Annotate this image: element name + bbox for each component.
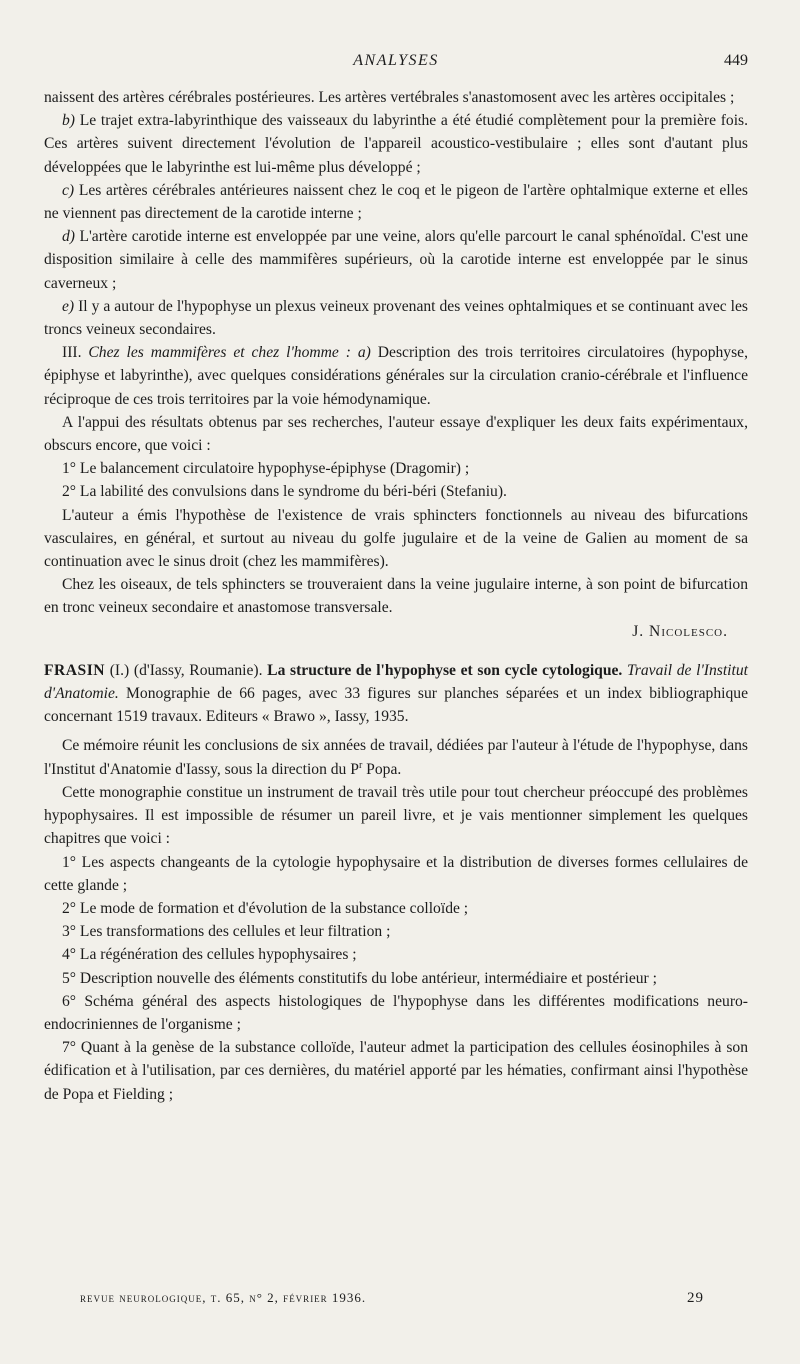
item-c-label: c) [62,181,75,199]
chapter-item-2: 2° Le mode de formation et d'évolution de la substance colloïde ; [62,899,469,917]
running-title: ANALYSES [353,52,439,69]
item-e-label: e) [62,297,75,315]
paragraph-item-c [44,179,748,225]
footer-journal: revue neurologique, t. 65, n° 2, février 1936. [80,1290,367,1305]
list-item-2: 2° La labilité des convulsions dans le syndrome du béri-béri (Stefaniu). [62,483,507,501]
paragraph-item-b [44,109,748,179]
paragraph-monograph: Cette monographie constitue un instrument de travail très utile pour tout chercheur préoccupé des problèmes hypophysaires. Il est impossible de résumer un pareil livre, et je vais mentionner simplement les quelques chapitres que voici : [44,783,748,848]
item-c-text: Les artères cérébrales antérieures naissent chez le coq et le pigeon de l'artère ophtalmique externe et elles ne viennent pas directement de la carotide interne ; [44,181,748,223]
reviewer-signature: J. Nicolesco. [632,622,728,640]
paragraph-birds: Chez les oiseaux, de tels sphincters se trouveraient dans la veine jugulaire interne, à son point de bifurcation en tronc veineux secondaire et anastomose transversale. [44,576,748,617]
chapter-item-7: 7° Quant à la genèse de la substance colloïde, l'auteur admet la participation des cellules éosinophiles à son édification et à l'utilisation, par ces dernières, du matériel apporté par les hématies, confirmant ainsi l'hypothèse de Popa et Fielding ; [44,1039,748,1103]
paragraph-item-e [44,295,748,341]
item-b-text: Le trajet extra-labyrinthique des vaisseaux du labyrinthe a été étudié complètement pour la première fois. Ces artères suivent directement l'évolution de l'appareil acoustico-vestibulaire ; elles sont d'autant plus développées que le labyrinthe est lui-même plus développé ; [44,112,748,176]
section-iii-text: Description des trois territoires circulatoires (hypophyse, épiphyse et labyrinthe), avec quelques considérations générales sur la circulation cranio-cérébrale et l'influence réciproque de ces trois territoires par la voie hémodynamique. [44,344,748,408]
entry-author: FRASIN [44,661,106,679]
paragraph-section-iii [44,341,748,411]
chapter-item-4: 4° La régénération des cellules hypophysaires ; [62,946,357,964]
list-item-1: 1° Le balancement circulatoire hypophyse-épiphyse (Dragomir) ; [62,460,470,478]
section-iii-number: III. [62,344,89,362]
chapter-item-1: 1° Les aspects changeants de la cytologie hypophysaire et la distribution de diverses formes cellulaires de cette glande ; [44,853,748,894]
paragraph-continuation: naissent des artères cérébrales postérieures. Les artères vertébrales s'anastomosent avec les artères occipitales ; [44,89,735,106]
section-iii-heading: Chez les mammifères et chez l'homme [88,344,339,362]
section-iii-a-label: : a) [338,344,371,362]
footer-signature-mark: 29 [687,1290,704,1306]
item-d-text: L'artère carotide interne est enveloppée par une veine, alors qu'elle parcourt le canal sphénoïdal. C'est une disposition similaire à celle des mammifères supérieurs, où la carotide interne est enveloppée par le sinus caverneux ; [44,228,748,292]
paragraph-sphincters: L'auteur a émis l'hypothèse de l'existence de vrais sphincters fonctionnels au niveau des bifurcations vasculaires, en général, et surtout au niveau du golfe jugulaire et de la veine de Galien au moment de sa continuation avec le sinus droit (chez les mammifères). [44,506,748,571]
memoir-text-end: Popa. [362,760,402,778]
entry-work: Travail de l'Institut d'Anatomie. [44,661,748,703]
chapter-item-3: 3° Les transformations des cellules et leur filtration ; [62,923,391,941]
paragraph-memoir [44,734,748,780]
chapter-item-5: 5° Description nouvelle des éléments constitutifs du lobe antérieur, intermédiaire et postérieur ; [62,969,657,987]
page-number: 449 [724,52,748,69]
item-d-label: d) [62,228,75,246]
paragraph-item-d [44,225,748,295]
entry-author-initial: (I.) [105,661,130,679]
entry-details: Monographie de 66 pages, avec 33 figures sur planches séparées et un index bibliographique concernant 1519 travaux. Editeurs « Brawo », Iassy, 1935. [44,685,748,726]
item-b-label: b) [62,112,75,130]
entry-affiliation: (d'Iassy, Roumanie). [129,661,268,679]
body-text [44,86,748,1106]
chapter-item-6: 6° Schéma général des aspects histologiques de l'hypophyse dans les différentes modifications neuro-endocriniennes de l'organisme ; [44,992,748,1033]
paragraph-hypothesis-intro: A l'appui des résultats obtenus par ses recherches, l'auteur essaye d'expliquer les deux faits expérimentaux, obscurs encore, que voici : [44,413,748,455]
entry-heading [44,659,748,729]
memoir-superscript: r [358,759,363,771]
entry-title: La structure de l'hypophyse et son cycle cytologique. [267,661,623,679]
memoir-text: Ce mémoire réunit les conclusions de six années de travail, dédiées par l'auteur à l'étude de l'hypophyse, dans l'Institut d'Anatomie d'Iassy, sous la direction du P [44,737,748,778]
item-e-text: Il y a autour de l'hypophyse un plexus veineux provenant des veines ophtalmiques et se continuant avec les troncs veineux secondaires. [44,297,748,339]
running-header [44,52,748,76]
page-footer [80,1290,704,1306]
